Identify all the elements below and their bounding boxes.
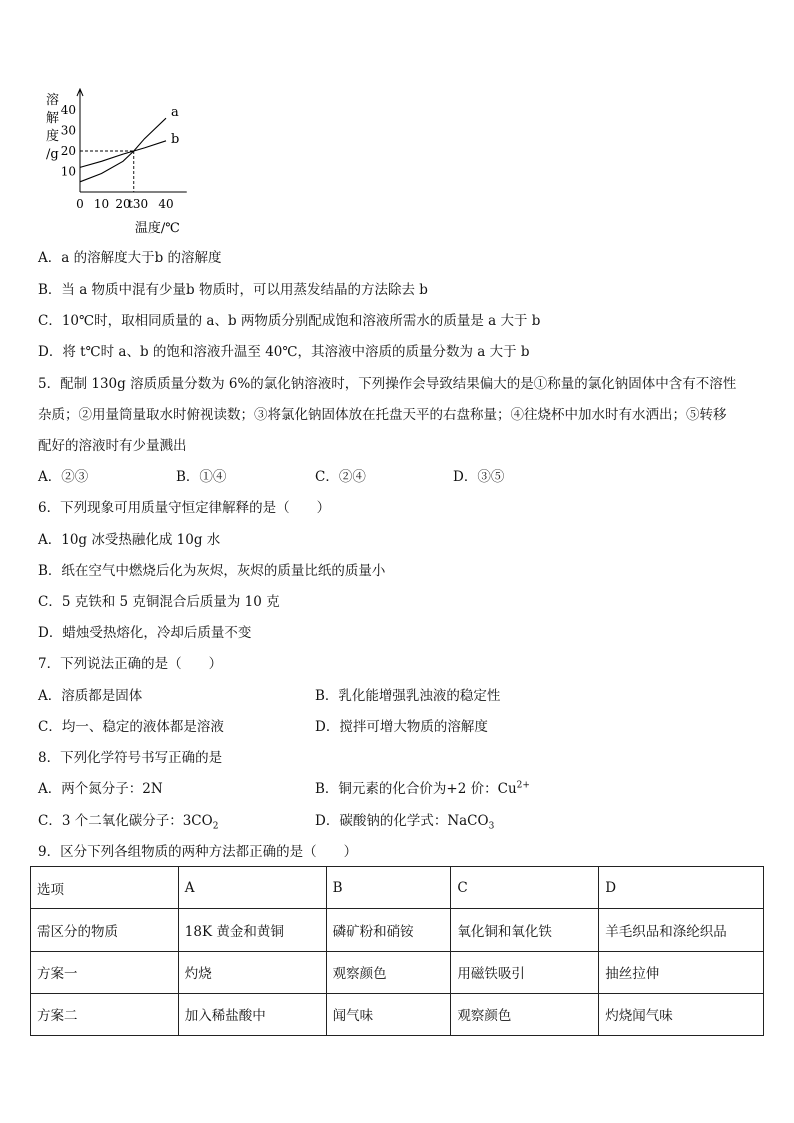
q6-stem: 6．下列现象可用质量守恒定律解释的是（ ） (38, 500, 331, 516)
q7-option-d: D．搅拌可增大物质的溶解度 (315, 719, 488, 735)
x-tick-label: t30 (128, 197, 149, 211)
q8-option-d-text: D．碳酸钠的化学式：NaCO (315, 813, 489, 829)
table-cell: 选项 (31, 867, 179, 909)
table-cell: 方案二 (31, 993, 179, 1035)
q5-stem-line1: 5．配制 130g 溶质质量分数为 6%的氯化钠溶液时，下列操作会导致结果偏大的是①称量的氯化钠固体中含有不溶性 (38, 376, 737, 392)
series-line-b (80, 141, 166, 168)
q8-option-b (315, 781, 530, 797)
q6-option-b: B．纸在空气中燃烧后化为灰烬，灰烬的质量比纸的质量小 (38, 563, 386, 579)
table-cell: A (178, 867, 326, 909)
q5-option-c: C．②④ (315, 469, 366, 485)
table-cell: 观察颜色 (451, 993, 599, 1035)
q8-option-d (315, 813, 495, 832)
table-cell: D (599, 867, 764, 909)
table-cell: C (451, 867, 599, 909)
q7-stem: 7．下列说法正确的是（ ） (38, 656, 223, 672)
q4-option-d: D．将 t℃时 a、b 的饱和溶液升温至 40℃，其溶液中溶质的质量分数为 a 大于 b (38, 344, 530, 360)
y-axis-label: 解 (46, 111, 60, 126)
q7-option-b: B．乳化能增强乳浊液的稳定性 (315, 688, 501, 704)
q4-option-b: B．当 a 物质中混有少量b 物质时，可以用蒸发结晶的方法除去 b (38, 282, 428, 298)
q6-option-a: A．10g 冰受热融化成 10g 水 (38, 532, 221, 548)
q4-option-a: A．a 的溶解度大于b 的溶解度 (38, 250, 222, 266)
q6-option-c: C．5 克铁和 5 克铜混合后质量为 10 克 (38, 594, 280, 610)
table-cell: 需区分的物质 (31, 909, 179, 951)
table-cell: 方案一 (31, 951, 179, 993)
table-cell: B (326, 867, 451, 909)
q5-option-b: B．①④ (176, 469, 227, 485)
table-cell: 灼烧 (178, 951, 326, 993)
table-cell: 氧化铜和氧化铁 (451, 909, 599, 951)
q6-option-d: D．蜡烛受热熔化，冷却后质量不变 (38, 625, 252, 641)
y-tick-label: 30 (60, 123, 76, 138)
y-tick-label: 40 (60, 103, 76, 117)
y-axis-label: 度 (46, 129, 60, 144)
y-tick-label: 20 (60, 144, 76, 158)
x-axis-label: 温度/℃ (134, 221, 180, 236)
series-label-a: a (171, 105, 179, 121)
q8-option-c (38, 813, 219, 832)
q5-stem-line2: 杂质；②用量筒量取水时俯视读数；③将氯化钠固体放在托盘天平的右盘称量；④往烧杯中加水时有水洒出；⑤转移 (38, 407, 727, 423)
q5-option-d: D．③⑤ (453, 469, 505, 485)
table-row (31, 993, 764, 1035)
y-axis-label: 溶 (46, 93, 60, 108)
chart-series (80, 118, 166, 192)
q8-option-b-text: B．铜元素的化合价为+2 价：Cu (315, 781, 517, 797)
solubility-chart (38, 88, 208, 238)
x-tick-label: 20 (115, 197, 131, 211)
q4-option-c: C．10℃时，取相同质量的 a、b 两物质分别配成饱和溶液所需水的质量是 a 大于 b (38, 313, 541, 329)
table-row (31, 951, 764, 993)
x-tick-label: 0 (76, 197, 84, 211)
table-cell: 18K 黄金和黄铜 (178, 909, 326, 951)
table-cell: 抽丝拉伸 (599, 951, 764, 993)
table-cell: 羊毛织品和涤纶织品 (599, 909, 764, 951)
table-row (31, 867, 764, 909)
q8-option-c-text: C．3 个二氧化碳分子：3CO (38, 813, 213, 829)
table-cell: 灼烧闻气味 (599, 993, 764, 1035)
series-line-a (80, 118, 166, 182)
q5-option-a: A．②③ (38, 469, 89, 485)
table-cell: 观察颜色 (326, 951, 451, 993)
table-cell: 用磁铁吸引 (451, 951, 599, 993)
table-cell: 磷矿粉和硝铵 (326, 909, 451, 951)
q7-option-a: A．溶质都是固体 (38, 688, 143, 704)
chart-labels (46, 92, 180, 236)
q8-option-a: A．两个氮分子：2N (38, 781, 163, 797)
q8-option-b-charge: 2+ (516, 780, 530, 791)
y-tick-label: 10 (60, 164, 76, 179)
y-axis-label: /g (46, 147, 59, 162)
q8-option-d-subscript: 3 (488, 821, 495, 832)
q8-stem: 8．下列化学符号书写正确的是 (38, 750, 223, 766)
q8-option-c-subscript: 2 (212, 821, 219, 832)
table-cell: 加入稀盐酸中 (178, 993, 326, 1035)
table-row (31, 909, 764, 951)
q7-option-c: C．均一、稳定的液体都是溶液 (38, 719, 224, 735)
q9-stem: 9．区分下列各组物质的两种方法都正确的是（ ） (38, 844, 358, 860)
table-cell: 闻气味 (326, 993, 451, 1035)
x-tick-label: 10 (93, 197, 110, 211)
series-label-b: b (171, 131, 180, 147)
q5-stem-line3: 配好的溶液时有少量溅出 (38, 438, 187, 454)
x-tick-label: 40 (158, 197, 174, 211)
q9-comparison-table (30, 866, 764, 1036)
